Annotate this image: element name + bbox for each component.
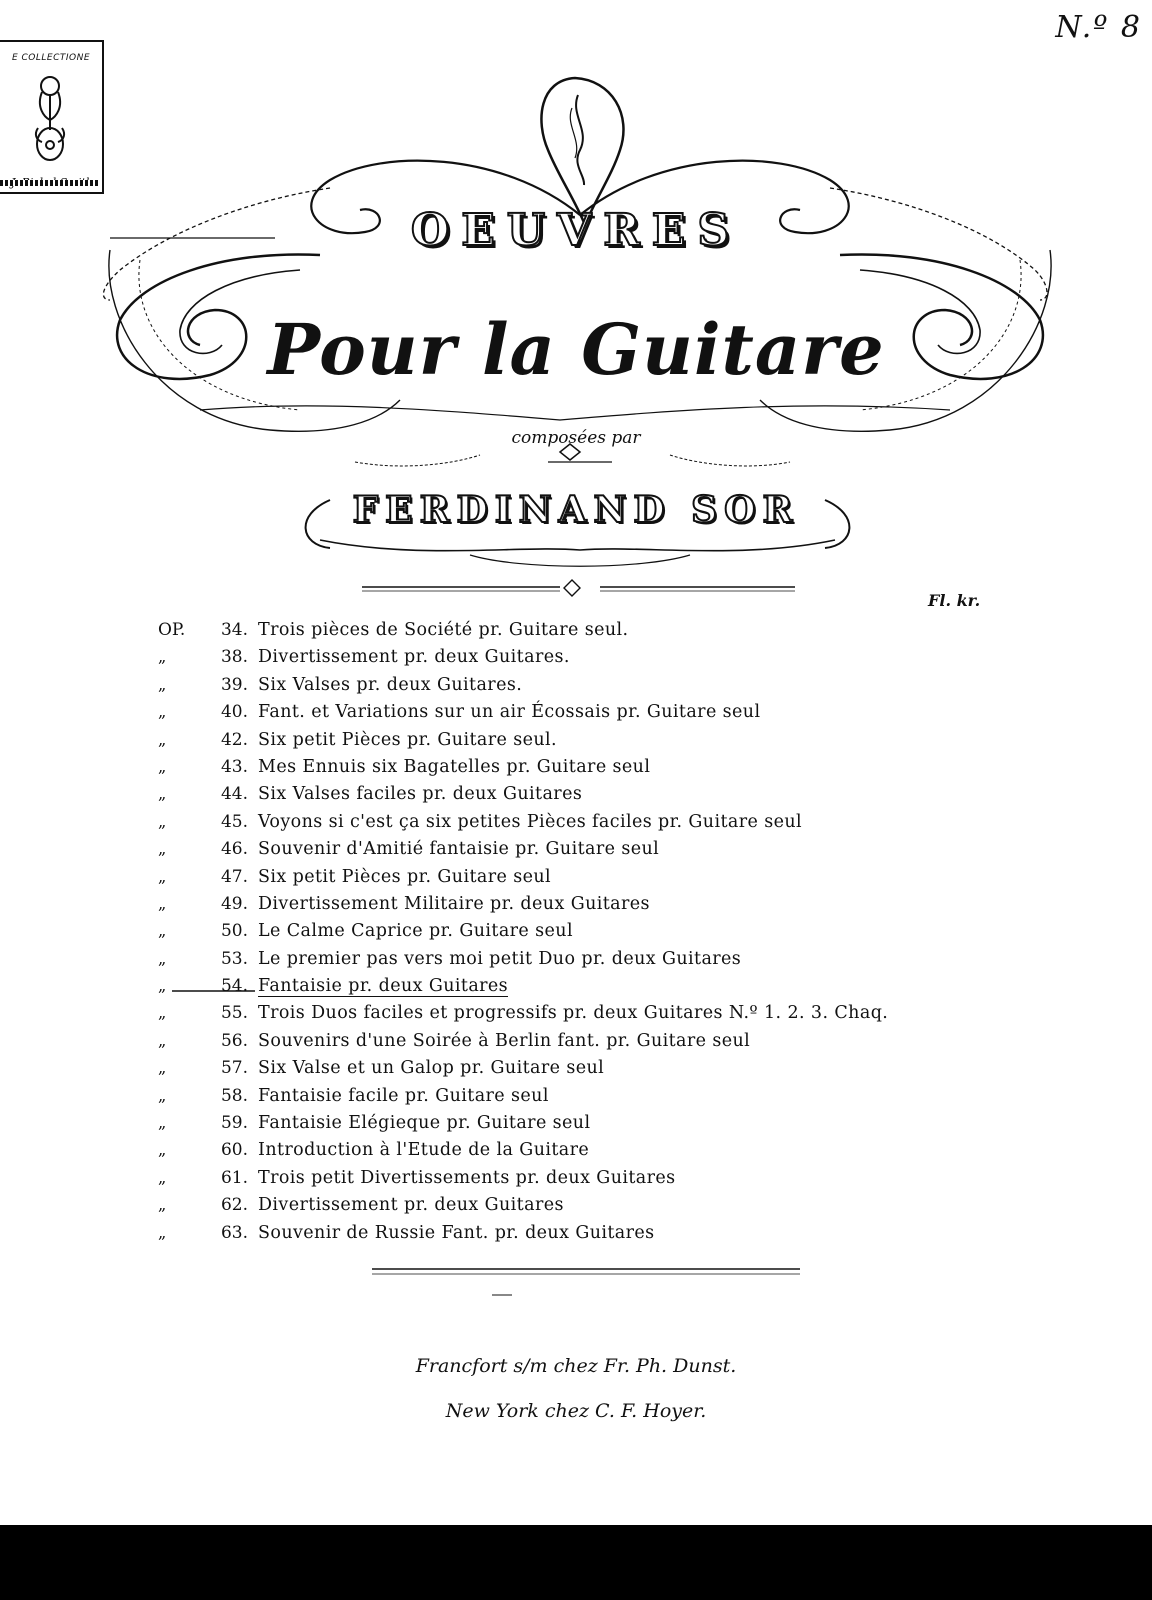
opus-number: 61. [220,1167,248,1188]
opus-prefix: „ [158,1085,167,1105]
opus-number: 43. [220,756,248,777]
work-title: Trois pièces de Société pr. Guitare seul. [258,620,629,640]
opus-number: 57. [220,1058,248,1079]
opus-prefix: „ [158,893,167,913]
opus-number: 54. [220,976,248,997]
price-column-header: Fl. kr. [928,591,981,610]
opus-prefix: „ [158,1167,167,1187]
work-list-item [158,675,1058,702]
work-title: Souvenirs d'une Soirée à Berlin fant. pr. Guitare seul [258,1030,751,1051]
opus-number: 34. [220,620,248,640]
work-title: Divertissement pr. deux Guitares. [258,647,570,668]
opus-number: 62. [220,1195,248,1216]
work-title: Souvenir d'Amitié fantaisie pr. Guitare seul [258,839,660,860]
opus-prefix: „ [158,1195,167,1215]
work-list-item [158,812,1058,839]
opus-prefix: „ [158,811,167,831]
opus-prefix: „ [158,1113,167,1133]
work-list-item [158,1140,1058,1167]
work-list-item [158,894,1058,921]
work-list-item [158,1113,1058,1140]
opus-prefix: „ [158,1058,167,1078]
work-list-item [158,1058,1058,1085]
publisher-frankfurt: Francfort s/m chez Fr. Ph. Dunst. [415,1355,737,1377]
work-title: Six petit Pièces pr. Guitare seul [258,866,552,887]
work-title: Divertissement Militaire pr. deux Guitares [258,893,650,914]
work-list-item [158,1168,1058,1195]
opus-number: 63. [220,1222,248,1243]
opus-prefix: „ [158,1003,167,1023]
work-title: Souvenir de Russie Fant. pr. deux Guitares [258,1222,655,1243]
work-title: Trois Duos faciles et progressifs pr. deux Guitares N.º 1. 2. 3. Chaq. [258,1003,889,1024]
work-title: Trois petit Divertissements pr. deux Guitares [258,1167,676,1188]
composer-name: FERDINAND SOR [352,489,800,531]
work-title: Six Valses pr. deux Guitares. [258,674,523,695]
work-list-item [158,1031,1058,1058]
work-title: Introduction à l'Etude de la Guitare [258,1140,590,1161]
scan-bottom-band [0,1525,1152,1600]
stamp-caption: E COLLECTIONE [11,53,91,63]
opus-prefix: „ [158,1222,167,1242]
work-title: Six Valse et un Galop pr. Guitare seul [258,1058,605,1079]
work-title: Fantaisie Elégieque pr. Guitare seul [258,1113,591,1134]
opus-prefix: „ [158,702,167,722]
work-list-item [158,976,1058,1003]
opus-number: 40. [220,702,248,723]
work-list-item [158,1086,1058,1113]
opus-prefix: „ [158,839,167,859]
works-list [158,620,1058,1250]
catalog-number-mark: N.º 8 [1055,10,1142,45]
work-list-item [158,730,1058,757]
work-title: Six petit Pièces pr. Guitare seul. [258,729,557,750]
opus-number: 45. [220,811,248,832]
work-title: Mes Ennuis six Bagatelles pr. Guitare seul [258,756,651,777]
publisher-new-york: New York chez C. F. Hoyer. [445,1400,707,1422]
opus-prefix: „ [158,729,167,749]
opus-prefix: „ [158,674,167,694]
opus-prefix: „ [158,866,167,886]
work-list-item [158,921,1058,948]
work-title: Le premier pas vers moi petit Duo pr. deux Guitares [258,948,742,969]
opus-prefix: „ [158,1140,167,1160]
opus-prefix: „ [158,976,167,996]
work-title: Fantaisie facile pr. Guitare seul [258,1085,549,1106]
opus-number: 39. [220,674,248,695]
opus-prefix: „ [158,921,167,941]
work-list-item [158,867,1058,894]
work-list-item [158,1195,1058,1222]
work-list-item [158,757,1058,784]
work-title: Divertissement pr. deux Guitares [258,1195,564,1216]
work-list-item [158,784,1058,811]
opus-prefix: „ [158,1030,167,1050]
opus-prefix: „ [158,948,167,968]
work-title: Fant. et Variations sur un air Écossais pr. Guitare seul [258,702,761,723]
opus-prefix: „ [158,784,167,804]
opus-prefix: „ [158,647,167,667]
opus-number: 56. [220,1030,248,1051]
work-title: Voyons si c'est ça six petites Pièces faciles pr. Guitare seul [258,811,803,832]
work-list-item [158,1223,1058,1250]
work-title: Le Calme Caprice pr. Guitare seul [258,921,573,942]
opus-number: 59. [220,1113,248,1134]
work-list-item [158,949,1058,976]
work-list-item [158,1003,1058,1030]
work-list-item [158,620,1058,647]
opus-number: 50. [220,921,248,942]
opus-number: 47. [220,866,248,887]
guitar-icon [28,72,72,172]
opus-number: 49. [220,893,248,914]
opus-number: 44. [220,784,248,805]
opus-prefix: „ [158,756,167,776]
opus-number: 60. [220,1140,248,1161]
stamp-greek-key-border [0,180,98,186]
title-pour-la-guitare: Pour la Guitare [267,308,885,391]
work-list-item [158,647,1058,674]
byline: composées par [511,428,641,448]
opus-number: 58. [220,1085,248,1106]
opus-number: 38. [220,647,248,668]
opus-number: 55. [220,1003,248,1024]
collection-stamp [0,40,104,194]
work-title: Six Valses faciles pr. deux Guitares [258,784,583,805]
work-list-item [158,702,1058,729]
work-list-item [158,839,1058,866]
work-title: Fantaisie pr. deux Guitares [258,976,509,997]
opus-number: 53. [220,948,248,969]
title-oeuvres: OEUVRES [410,205,742,256]
opus-number: 46. [220,839,248,860]
opus-number: 42. [220,729,248,750]
opus-prefix: OP. [158,620,186,640]
